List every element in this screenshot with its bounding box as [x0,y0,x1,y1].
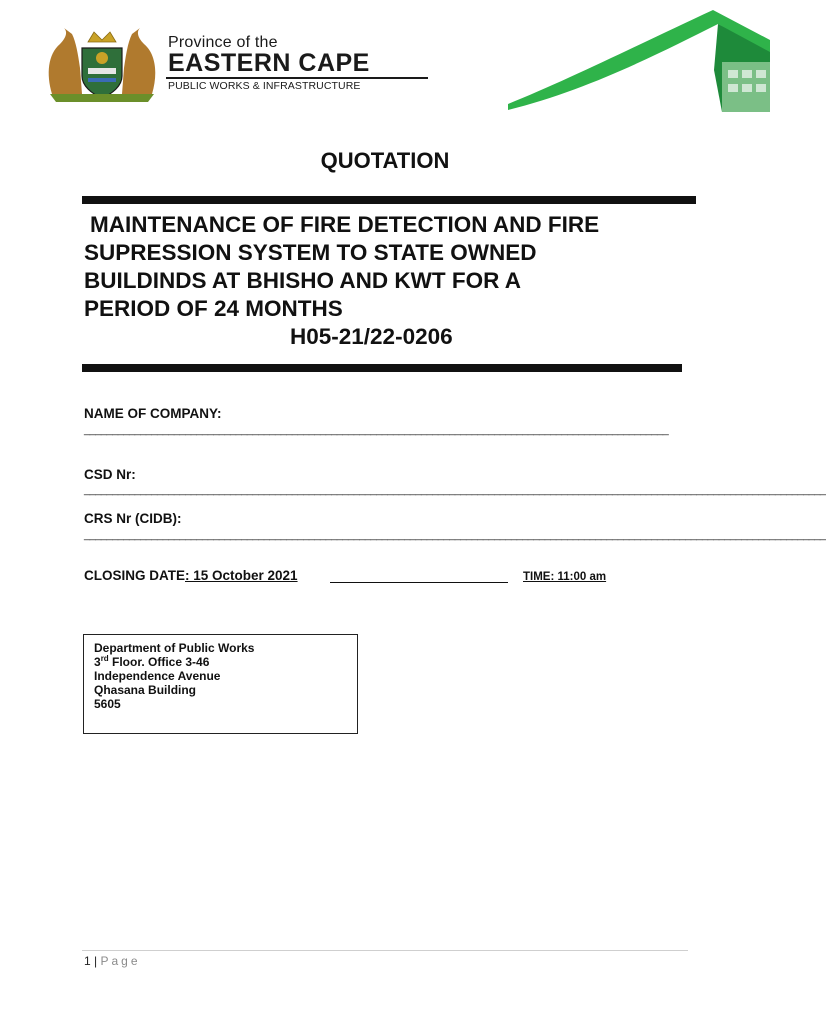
document-title [84,211,704,351]
title-top-rule [82,196,696,204]
csd-number-label: CSD Nr: [84,467,136,482]
footer-divider [82,950,688,951]
logo-eastern-cape-text: EASTERN CAPE [168,49,370,77]
page-footer [84,954,141,968]
closing-date-underline [330,582,508,583]
logo-divider [166,77,428,79]
delivery-address-box [83,634,358,734]
title-line-3: BUILDINDS AT BHISHO AND KWT FOR A [84,268,522,293]
company-name-label: NAME OF COMPANY: [84,406,222,421]
address-floor-number: 3 [94,655,101,669]
document-heading: QUOTATION [320,148,450,173]
title-line-2: SUPRESSION SYSTEM TO STATE OWNED [84,240,537,265]
logo-province-text: Province of the [168,34,278,51]
address-line-3: Independence Avenue [94,669,221,683]
page-number: 1 [84,954,91,968]
page-label: Page [100,954,141,968]
address-line-5: 5605 [94,697,121,711]
crs-number-label: CRS Nr (CIDB): [84,511,182,526]
address-line-1: Department of Public Works [94,641,255,655]
address-line-4: Qhasana Building [94,683,197,697]
company-name-line[interactable]: ________________________________________________________________________________________________________ [84,424,669,436]
csd-number-line[interactable]: ____________________________________________________________________________________________________________________________________ [84,484,826,496]
title-bottom-rule [82,364,682,372]
address-line-2 [94,655,347,669]
header-banner-graphic [508,0,770,112]
closing-date-value: : 15 October 2021 [185,568,298,583]
logo-department-text: PUBLIC WORKS & INFRASTRUCTURE [168,80,361,92]
reference-number: H05-21/22-0206 [290,324,453,349]
title-line-4: PERIOD OF 24 MONTHS [84,296,343,321]
address-floor-suffix: rd [100,654,109,663]
page-separator: | [90,954,101,968]
closing-date [84,568,298,583]
title-line-1: MAINTENANCE OF FIRE DETECTION AND FIRE [90,212,600,237]
closing-date-label: CLOSING DATE [84,568,185,583]
crs-number-line[interactable]: ____________________________________________________________________________________________________________________________________ [84,529,826,541]
address-office: Floor. Office 3-46 [108,655,210,669]
closing-time: TIME: 11:00 am [523,571,607,583]
